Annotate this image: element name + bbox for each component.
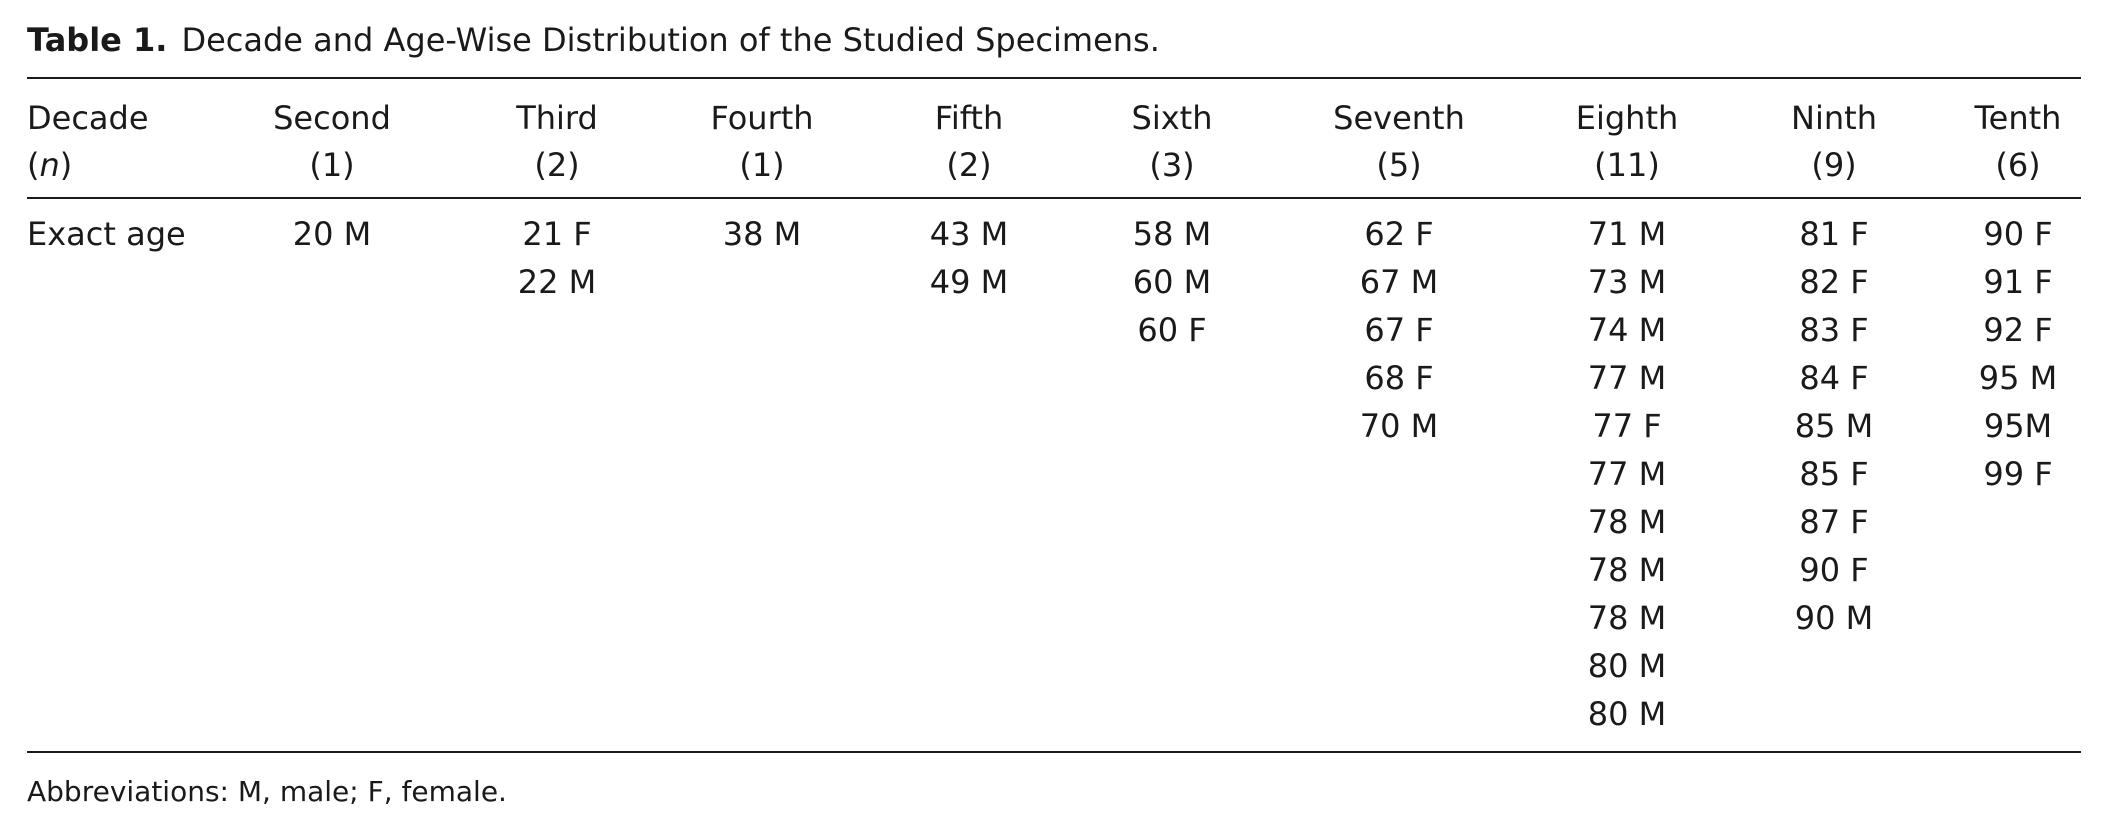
age-entry: 90 M	[1794, 599, 1874, 637]
cell-second	[252, 210, 412, 258]
age-entry: 84 F	[1799, 359, 1869, 397]
age-entry: 60 M	[1132, 263, 1212, 301]
age-entry: 71 M	[1587, 215, 1667, 253]
column-count: (11)	[1594, 146, 1660, 184]
column-count: (9)	[1811, 146, 1857, 184]
stub-header-line2	[27, 142, 149, 189]
age-entry: 21 F	[522, 215, 592, 253]
column-header-seventh	[1319, 95, 1479, 189]
age-entry: 77 F	[1592, 407, 1662, 445]
column-header-fifth	[889, 95, 1049, 189]
column-header-ninth	[1754, 95, 1914, 189]
column-name: Sixth	[1131, 99, 1213, 137]
cell-ninth	[1754, 210, 1914, 642]
age-entry: 82 F	[1799, 263, 1869, 301]
cell-fifth	[889, 210, 1049, 306]
cell-fourth	[682, 210, 842, 258]
age-entry: 95M	[1983, 407, 2053, 445]
column-count: (2)	[534, 146, 580, 184]
stub-header-line1: Decade	[27, 99, 149, 137]
age-entry: 20 M	[292, 215, 372, 253]
column-name: Fifth	[934, 99, 1004, 137]
age-entry: 77 M	[1587, 455, 1667, 493]
column-header-third	[477, 95, 637, 189]
table-caption	[27, 16, 1160, 64]
age-entry: 90 F	[1799, 551, 1869, 589]
stub-paren-open: (	[27, 146, 40, 184]
age-entry: 91 F	[1983, 263, 2053, 301]
age-entry: 74 M	[1587, 311, 1667, 349]
column-count: (1)	[309, 146, 355, 184]
cell-sixth	[1092, 210, 1252, 354]
age-entry: 67 F	[1364, 311, 1434, 349]
age-entry: 70 M	[1359, 407, 1439, 445]
cell-eighth	[1547, 210, 1707, 738]
cell-tenth	[1955, 210, 2081, 498]
age-entry: 67 M	[1359, 263, 1439, 301]
age-entry: 80 M	[1587, 647, 1667, 685]
column-header-sixth	[1092, 95, 1252, 189]
age-entry: 43 M	[929, 215, 1009, 253]
stub-paren-close: )	[59, 146, 73, 184]
age-entry: 85 F	[1799, 455, 1869, 493]
age-entry: 81 F	[1799, 215, 1869, 253]
age-entry: 80 M	[1587, 695, 1667, 733]
column-count: (3)	[1149, 146, 1195, 184]
cell-third	[477, 210, 637, 306]
age-entry: 38 M	[722, 215, 802, 253]
column-count: (2)	[946, 146, 992, 184]
table-row	[27, 210, 2081, 740]
column-name: Second	[273, 99, 391, 137]
age-entry: 92 F	[1983, 311, 2053, 349]
age-entry: 85 M	[1794, 407, 1874, 445]
age-entry: 68 F	[1364, 359, 1434, 397]
age-entry: 78 M	[1587, 551, 1667, 589]
column-header-eighth	[1547, 95, 1707, 189]
age-entry: 78 M	[1587, 599, 1667, 637]
row-label: Exact age	[27, 215, 186, 253]
column-name: Seventh	[1333, 99, 1465, 137]
column-header-second	[252, 95, 412, 189]
age-entry: 78 M	[1587, 503, 1667, 541]
column-count: (5)	[1376, 146, 1422, 184]
age-entry: 60 F	[1137, 311, 1207, 349]
age-entry: 90 F	[1983, 215, 2053, 253]
age-entry: 83 F	[1799, 311, 1869, 349]
table-title: Decade and Age-Wise Distribution of the Studied Specimens.	[181, 21, 1160, 59]
age-entry: 95 M	[1978, 359, 2058, 397]
column-count: (1)	[739, 146, 785, 184]
age-entry: 99 F	[1983, 455, 2053, 493]
column-name: Fourth	[710, 99, 814, 137]
age-entry: 22 M	[517, 263, 597, 301]
table-header-row	[27, 95, 2081, 191]
top-rule	[27, 77, 2081, 79]
header-rule	[27, 197, 2081, 199]
age-entry: 49 M	[929, 263, 1009, 301]
cell-seventh	[1319, 210, 1479, 450]
age-entry: 87 F	[1799, 503, 1869, 541]
column-name: Tenth	[1974, 99, 2062, 137]
age-entry: 73 M	[1587, 263, 1667, 301]
age-entry: 77 M	[1587, 359, 1667, 397]
age-entry: 62 F	[1364, 215, 1434, 253]
column-name: Eighth	[1575, 99, 1679, 137]
stub-header	[27, 95, 149, 189]
table-footnote: Abbreviations: M, male; F, female.	[27, 775, 507, 808]
table-label: Table 1.	[27, 21, 168, 59]
stub-n: n	[39, 146, 60, 184]
column-header-tenth	[1955, 95, 2081, 189]
column-name: Ninth	[1791, 99, 1877, 137]
age-entry: 58 M	[1132, 215, 1212, 253]
bottom-rule	[27, 751, 2081, 753]
column-count: (6)	[1995, 146, 2041, 184]
column-header-fourth	[682, 95, 842, 189]
column-name: Third	[516, 99, 598, 137]
